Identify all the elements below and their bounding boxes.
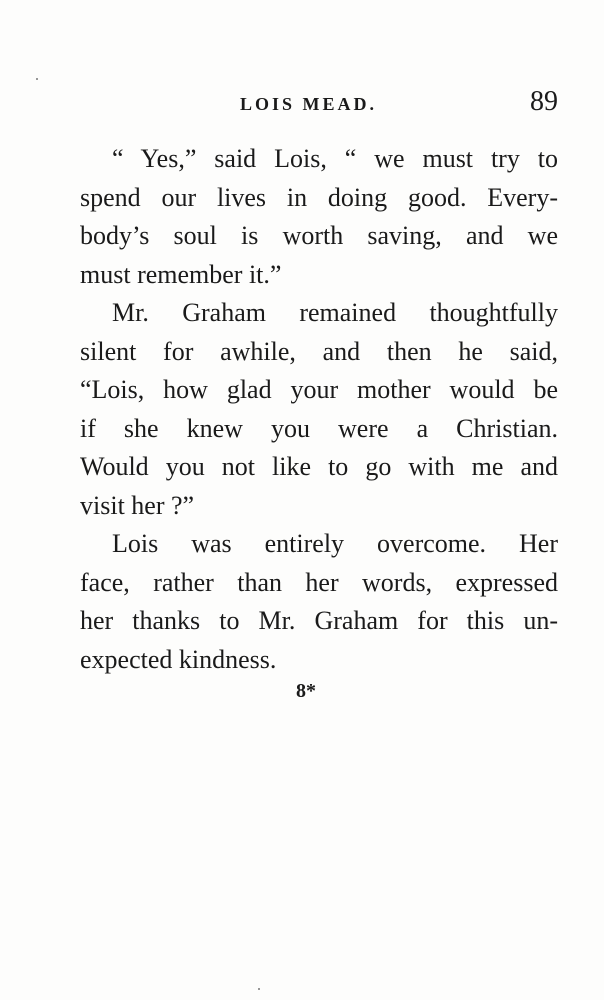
body-text bbox=[80, 140, 558, 679]
text-line: silent for awhile, and then he said, bbox=[80, 336, 558, 366]
text-line: “Lois, how glad your mother would be bbox=[80, 375, 558, 404]
text-line: spend our lives in doing good. Every- bbox=[80, 182, 558, 212]
text-line: Mr. Graham remained thoughtfully bbox=[112, 298, 558, 327]
text-line: her thanks to Mr. Graham for this un- bbox=[80, 606, 558, 635]
text-line: Would you not like to go with me and bbox=[80, 452, 558, 481]
text-line: Lois was entirely overcome. Her bbox=[112, 529, 558, 558]
text-line: “ Yes,” said Lois, “ we must try to bbox=[112, 144, 558, 173]
print-speck bbox=[258, 988, 260, 990]
signature-mark: 8* bbox=[296, 680, 316, 702]
text-line: face, rather than her words, expressed bbox=[80, 567, 558, 597]
running-head bbox=[80, 86, 558, 120]
page-number: 89 bbox=[530, 86, 558, 117]
text-line: expected kindness. bbox=[80, 644, 277, 674]
text-line: must remember it.” bbox=[80, 259, 282, 289]
running-title: LOIS MEAD. bbox=[240, 94, 378, 114]
text-line: visit her ?” bbox=[80, 490, 195, 520]
text-line: body’s soul is worth saving, and we bbox=[80, 221, 558, 250]
print-speck bbox=[36, 78, 38, 80]
text-line: if she knew you were a Christian. bbox=[80, 413, 558, 443]
